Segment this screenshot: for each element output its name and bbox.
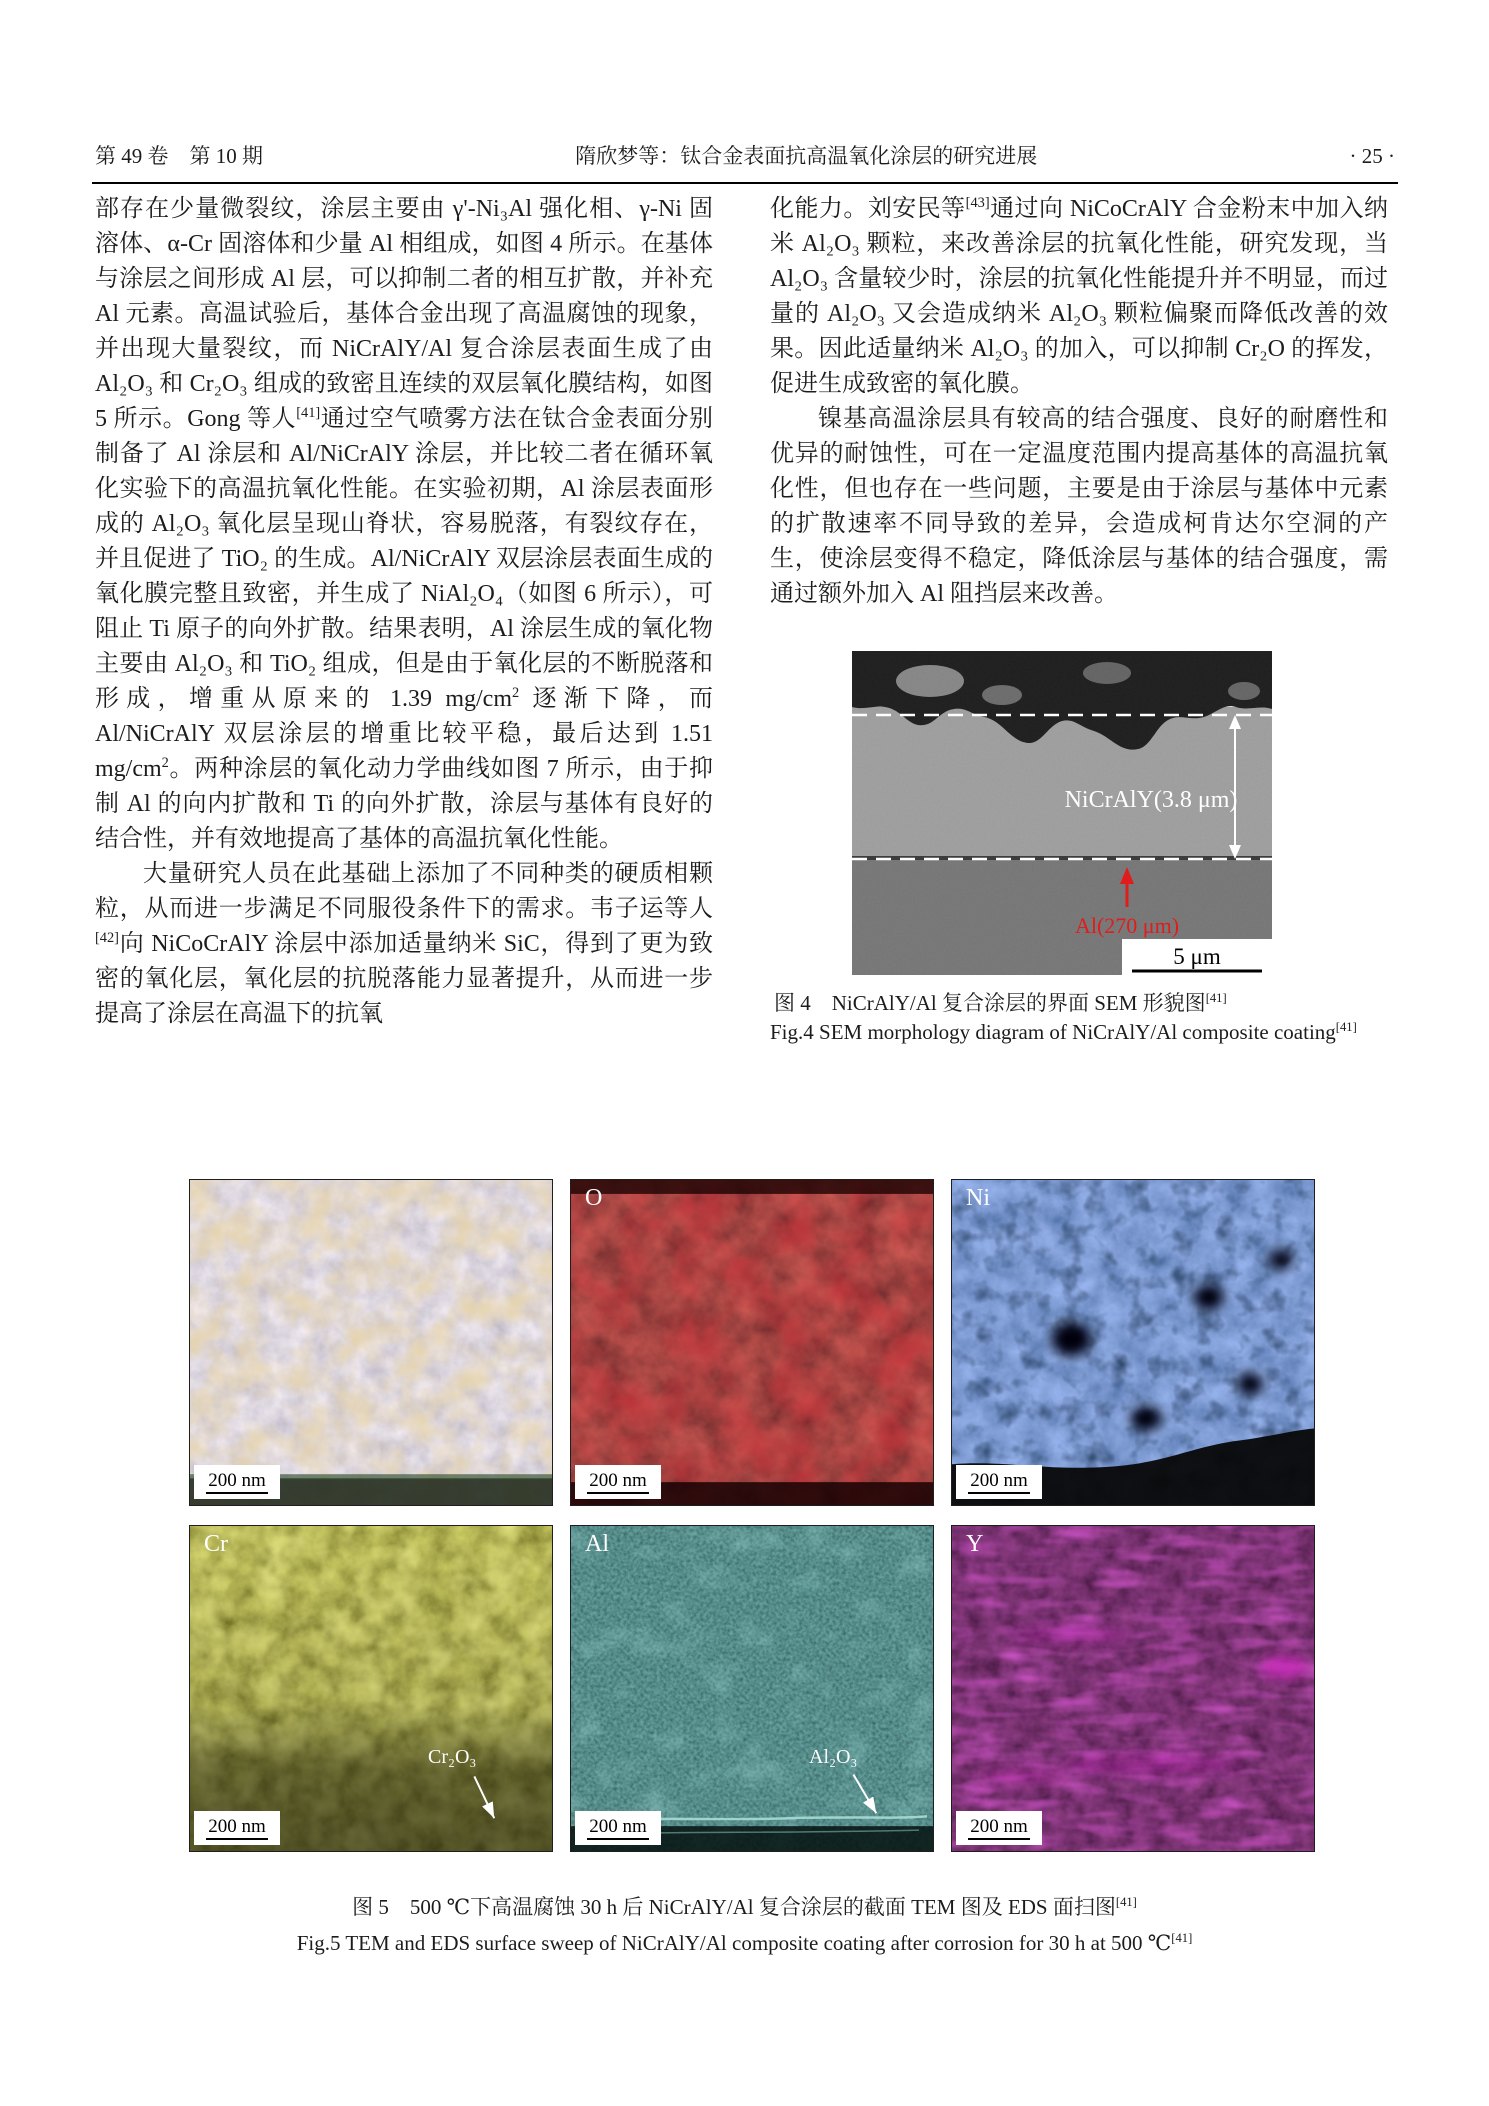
scale-bar: [194, 1811, 280, 1845]
eds-map-cr-panel: [189, 1525, 553, 1852]
scale-bar: [956, 1465, 1042, 1499]
sem-cross-section: [852, 651, 1272, 975]
scale-bar-line: [968, 1492, 1030, 1494]
scale-bar-line: [968, 1838, 1030, 1840]
scale-bar-line: [587, 1492, 649, 1494]
right-column: [770, 192, 1388, 1047]
element-label: O: [585, 1185, 603, 1211]
element-label: Ni: [966, 1185, 990, 1211]
cr2o3-annotation: Cr₂O₃: [428, 1746, 477, 1768]
figure4-caption: [770, 989, 1388, 1047]
figure4-sem: [770, 651, 1388, 1047]
paragraph-body: 化能力。刘安民等[43]通过向 NiCoCrAlY 合金粉末中加入纳米 Al₂O₃ 颗粒，来改善涂层的抗氧化性能，研究发现，当 Al₂O₃ 含量较少时，涂层的抗氧化性能提升并不明显，而过量的 Al₂O₃ 又会造成纳米 Al₂O₃ 颗粒偏聚而降低改善的效果。因此适量纳米 Al₂O₃ 的加入，可以抑制 Cr₂O 的挥发，促进生成致密的氧化膜。: [770, 195, 1389, 397]
figure5-caption: [0, 1889, 1489, 1961]
scale-bar-line: [206, 1838, 268, 1840]
element-label: Al: [585, 1531, 609, 1557]
element-label: Y: [966, 1531, 984, 1557]
scale-bar-label: 200 nm: [970, 1815, 1028, 1837]
eds-map-ni-panel: [951, 1179, 1315, 1506]
scale-bar-line: [587, 1838, 649, 1840]
page-header: [95, 140, 1395, 170]
scale-bar-label: 200 nm: [589, 1469, 647, 1491]
element-label: Cr: [204, 1531, 228, 1557]
page-number: · 25 ·: [1349, 144, 1395, 168]
paragraph-body: 镍基高温涂层具有较高的结合强度、良好的耐磨性和优异的耐蚀性，可在一定温度范围内提高基体的高温抗氧化性，但也存在一些问题，主要是由于涂层与基体中元素的扩散速率不同导致的差异，会造成柯肯达尔空洞的产生，使涂层变得不稳定，降低涂层与基体的结合强度，需通过额外加入 Al 阻挡层来改善。: [770, 406, 1388, 607]
eds-map-al-panel: [570, 1525, 934, 1852]
nicraly-layer-label: NiCrAlY(3.8 μm): [1064, 787, 1238, 813]
paragraph-body: 大量研究人员在此基础上添加了不同种类的硬质相颗粒，从而进一步满足不同服役条件下的需求。韦子运等人[42]向 NiCoCrAlY 涂层中添加适量纳米 SiC，得到了更为致密的氧化层，氧化层的抗脱落能力显著提升，从而进一步提高了涂层在高温下的抗氧: [95, 861, 713, 1027]
scale-bar-label: 200 nm: [208, 1815, 266, 1837]
eds-map-y-panel: [951, 1525, 1315, 1852]
figure5-caption-en: Fig.5 TEM and EDS surface sweep of NiCrAlY/Al composite coating after corrosion for 30 h at 500 ℃[41]: [296, 1931, 1193, 1955]
eds-map-o-texture: [571, 1180, 933, 1505]
al2o3-annotation: Al₂O₃: [809, 1746, 858, 1768]
scale-bar-label: 200 nm: [970, 1469, 1028, 1491]
figure5-eds-grid: [189, 1179, 1315, 1852]
journal-volume-issue: 第 49 卷 第 10 期: [95, 144, 263, 168]
tem-image-panel: [189, 1179, 553, 1506]
eds-map-y-texture: [952, 1526, 1314, 1851]
header-divider: [92, 182, 1398, 184]
cr2o3-arrow: [190, 1526, 552, 1851]
eds-map-ni-texture: [952, 1180, 1314, 1505]
al2o3-arrow: [571, 1526, 933, 1851]
scale-bar-label: 200 nm: [589, 1815, 647, 1837]
running-title: 隋欣梦等：钛合金表面抗高温氧化涂层的研究进展: [575, 144, 1038, 168]
scale-bar: [956, 1811, 1042, 1845]
figure4-caption-en: Fig.4 SEM morphology diagram of NiCrAlY/Al composite coating[41]: [770, 1020, 1357, 1044]
figure4-sem-image: [852, 651, 1272, 975]
scale-bar: [575, 1465, 661, 1499]
al-substrate-label: Al(270 μm): [1074, 913, 1180, 938]
tem-texture: [190, 1180, 552, 1505]
scale-bar-label: 5 μm: [1173, 944, 1221, 969]
scale-bar: [194, 1465, 280, 1499]
paragraph-body: 部存在少量微裂纹，涂层主要由 γ'-Ni₃Al 强化相、γ-Ni 固溶体、α-Cr 固溶体和少量 Al 相组成，如图 4 所示。在基体与涂层之间形成 Al 层，可以抑制二者的相互扩散，并补充 Al 元素。高温试验后，基体合金出现了高温腐蚀的现象，并出现大量裂纹，而 NiCrAlY/Al 复合涂层表面生成了由 Al₂O₃ 和 Cr₂O₃ 组成的致密且连续的双层氧化膜结构，如图 5 所示。Gong 等人[41]通过空气喷雾方法在钛合金表面分别制备了 Al 涂层和 Al/NiCrAlY 涂层，并比较二者在循环氧化实验下的高温抗氧化性能。在实验初期，Al 涂层表面形成的 Al₂O₃ 氧化层呈现山脊状，容易脱落，有裂纹存在，并且促进了 TiO₂ 的生成。Al/NiCrAlY 双层涂层表面生成的氧化膜完整且致密，并生成了 NiAl₂O₄（如图 6 所示），可阻止 Ti 原子的向外扩散。结果表明，Al 涂层生成的氧化物主要由 Al₂O₃ 和 TiO₂ 组成，但是由于氧化层的不断脱落和形成，增重从原来的 1.39 $mg/cm^2$ 逐渐下降，而 Al/NiCrAlY 双层涂层的增重比较平稳，最后达到 1.51 $mg/cm^2$。两种涂层的氧化动力学曲线如图 7 所示，由于抑制 Al 的向内扩散和 Ti 的向外扩散，涂层与基体有良好的结合性，并有效地提高了基体的高温抗氧化性能。: [95, 196, 714, 852]
scale-bar-label: 200 nm: [208, 1469, 266, 1491]
scale-bar-line: [206, 1492, 268, 1494]
figure4-caption-cn: 图 4 NiCrAlY/Al 复合涂层的界面 SEM 形貌图[41]: [774, 991, 1227, 1015]
eds-map-o-panel: [570, 1179, 934, 1506]
left-column: [95, 192, 713, 1032]
scale-bar: [575, 1811, 661, 1845]
figure5-caption-cn: 图 5 500 ℃下高温腐蚀 30 h 后 NiCrAlY/Al 复合涂层的截面 TEM 图及 EDS 面扫图[41]: [352, 1895, 1137, 1919]
